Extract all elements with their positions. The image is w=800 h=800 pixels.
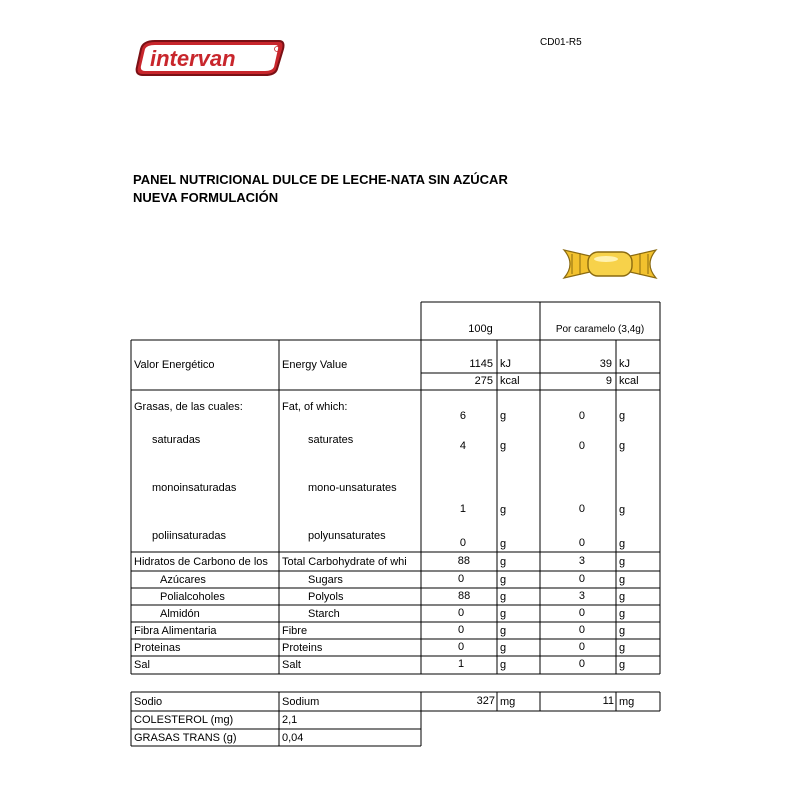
row-label-es: saturadas [152,434,201,446]
cholesterol-label: COLESTEROL (mg) [134,714,234,726]
unit-portion: g [619,642,626,654]
value-portion: 0 [578,658,585,670]
value-100g: 1 [459,503,466,515]
row-label-en: Total Carbohydrate of whi [282,556,407,568]
unit-portion: g [619,538,626,550]
value-100g: 275 [474,375,493,387]
sodium-label-en: Sodium [282,696,320,708]
svg-text:intervan: intervan [150,46,236,71]
unit-portion: g [619,410,626,422]
cholesterol-value: 2,1 [282,714,298,726]
value-100g: 0 [458,624,465,636]
row-label-en: Energy Value [282,359,348,371]
value-100g: 4 [459,440,466,452]
row-label-es: Hidratos de Carbono de los [134,556,268,568]
unit-100g: g [500,556,507,568]
row-label-en: Polyols [308,591,344,603]
unit-100g: g [500,574,507,586]
value-portion: 9 [605,375,612,387]
row-label-en: mono-unsaturates [308,482,397,494]
unit-portion: g [619,591,626,603]
row-label-en: Fibre [282,625,308,637]
value-100g: 6 [459,410,466,422]
value-portion: 39 [599,358,612,370]
unit-100g: g [500,538,507,550]
unit-portion: g [619,659,626,671]
sodium-unit-100g: mg [500,696,516,708]
unit-portion: g [619,440,626,452]
unit-100g: g [500,625,507,637]
row-label-es: Proteinas [134,642,181,654]
unit-100g: g [500,591,507,603]
unit-portion: g [619,574,626,586]
document-code: CD01-R5 [540,37,582,48]
row-label-en: Fat, of which: [282,401,348,413]
row-label-en: Proteins [282,642,323,654]
value-portion: 0 [578,503,585,515]
value-100g: 1 [458,658,465,670]
row-label-es: Polialcoholes [160,591,225,603]
value-portion: 0 [578,607,585,619]
row-label-en: Sugars [308,574,343,586]
value-portion: 0 [578,410,585,422]
unit-100g: kJ [500,358,511,370]
value-portion: 0 [578,537,585,549]
unit-100g: g [500,608,507,620]
row-label-es: Sal [134,659,150,671]
row-label-en: saturates [308,434,354,446]
unit-100g: g [500,642,507,654]
sodium-unit-portion: mg [619,696,635,708]
value-portion: 0 [578,440,585,452]
row-label-es: monoinsaturadas [152,482,237,494]
value-portion: 0 [578,624,585,636]
unit-portion: g [619,608,626,620]
trans-fat-value: 0,04 [282,732,304,744]
unit-100g: g [500,440,507,452]
unit-portion: g [619,504,626,516]
row-label-en: Starch [308,608,340,620]
sodium-value-portion: 11 [602,695,614,707]
unit-100g: g [500,504,507,516]
value-100g: 88 [458,590,471,602]
unit-portion: g [619,556,626,568]
sodium-value-100g: 327 [476,695,495,707]
unit-portion: g [619,625,626,637]
unit-portion: kcal [619,375,639,387]
trans-fat-label: GRASAS TRANS (g) [134,732,237,744]
value-portion: 0 [578,573,585,585]
value-100g: 0 [458,641,465,653]
unit-portion: kJ [619,358,630,370]
unit-100g: g [500,410,507,422]
unit-100g: kcal [500,375,520,387]
unit-100g: g [500,659,507,671]
col-header-portion: Por caramelo (3,4g) [555,324,645,335]
value-100g: 0 [458,607,465,619]
row-label-en: Salt [282,659,301,671]
value-portion: 3 [578,555,585,567]
row-label-es: Valor Energético [134,359,215,371]
sodium-label-es: Sodio [134,696,163,708]
value-portion: 0 [578,641,585,653]
row-label-es: Azúcares [160,574,206,586]
col-header-100g: 100g [468,323,493,335]
value-100g: 1145 [469,358,493,370]
page-title: PANEL NUTRICIONAL DULCE DE LECHE-NATA SIN AZÚCAR NUEVA FORMULACIÓN [133,172,508,205]
value-100g: 88 [457,555,470,567]
row-label-es: Grasas, de las cuales: [134,401,243,413]
row-label-es: Fibra Alimentaria [134,625,217,637]
value-portion: 3 [578,590,585,602]
row-label-es: Almidón [160,608,200,620]
row-label-es: poliinsaturadas [152,530,226,542]
row-label-en: polyunsaturates [308,530,386,542]
value-100g: 0 [458,573,465,585]
value-100g: 0 [459,537,466,549]
